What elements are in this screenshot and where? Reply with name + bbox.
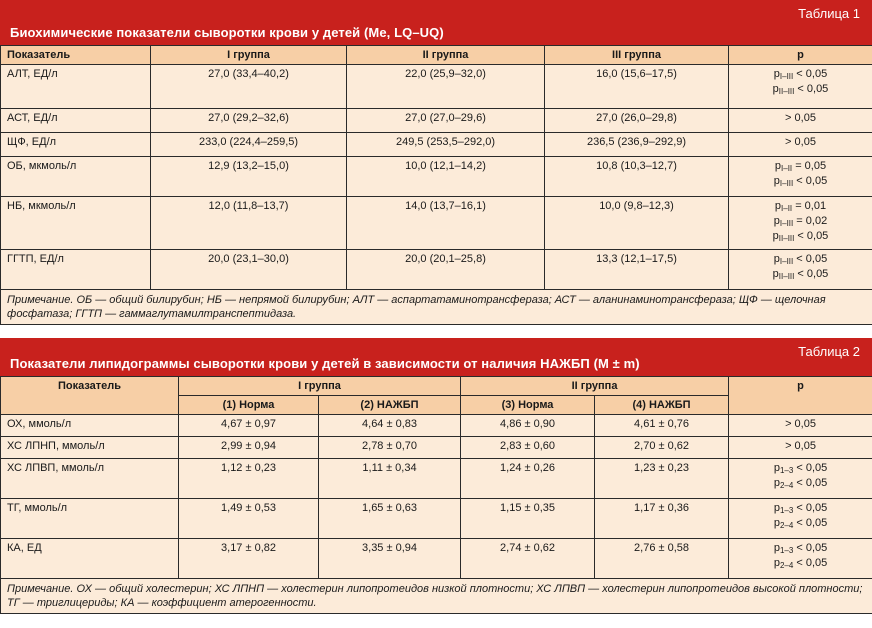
p-prefix: p xyxy=(772,268,779,280)
param-name: ЩФ, ЕД/л xyxy=(1,133,151,157)
p-prefix: p xyxy=(772,83,779,95)
table-row xyxy=(1,133,872,157)
p-subscript: I–III xyxy=(779,219,794,228)
p-prefix: p xyxy=(773,557,780,569)
value-cell: 2,78 ± 0,70 xyxy=(319,437,461,459)
p-prefix: p xyxy=(773,477,780,489)
table-1-label: Таблица 1 xyxy=(798,6,860,21)
value-cell: 1,65 ± 0,63 xyxy=(319,499,461,539)
p-value-line xyxy=(735,253,866,268)
table-1-title: Биохимические показатели сыворотки крови у детей (Ме, LQ–UQ) xyxy=(10,25,444,40)
header-param: Показатель xyxy=(1,46,151,65)
value-cell: 1,17 ± 0,36 xyxy=(595,499,729,539)
table-row xyxy=(1,437,872,459)
p-value-line xyxy=(735,83,866,98)
value-cell: 27,0 (33,4–40,2) xyxy=(151,65,347,109)
p-value-line xyxy=(735,462,866,477)
p-subscript: I–III xyxy=(779,72,794,81)
p-suffix: < 0,05 xyxy=(794,230,829,242)
p-prefix: > 0,05 xyxy=(785,418,816,430)
value-cell: 4,61 ± 0,76 xyxy=(595,415,729,437)
p-subscript: 2–4 xyxy=(779,481,794,490)
p-suffix: = 0,01 xyxy=(792,200,827,212)
table-2-note: Примечание. ОХ — общий холестерин; ХС ЛПНП — холестерин липопротеидов низкой плотности; ХС ЛПВП — холестерин липопротеидов высокой плотности; ТГ — триглицериды; КА — коэффициент атерогенности. xyxy=(1,579,872,614)
table-2-header-row xyxy=(1,377,872,396)
value-cell: 14,0 (13,7–16,1) xyxy=(347,197,545,250)
table-1-note: Примечание. ОБ — общий билирубин; НБ — непрямой билирубин; АЛТ — аспартатаминотрансфераза; АСТ — аланинаминотрансфераза; ЩФ — щелочная фосфатаза; ГГТП — гаммаглутамилтранспептидаза. xyxy=(1,290,872,325)
table-1-header-row xyxy=(1,46,872,65)
value-cell: 4,67 ± 0,97 xyxy=(179,415,319,437)
param-name: ХС ЛПНП, ммоль/л xyxy=(1,437,179,459)
p-value-cell xyxy=(729,65,872,109)
p-suffix: < 0,05 xyxy=(793,517,828,529)
p-subscript: 1–3 xyxy=(779,506,794,515)
p-prefix: p xyxy=(773,502,780,514)
p-value-line xyxy=(735,175,866,190)
p-subscript: 2–4 xyxy=(779,521,794,530)
p-value-line xyxy=(735,557,866,572)
table-row xyxy=(1,250,872,290)
p-value-line xyxy=(735,418,866,431)
value-cell: 1,49 ± 0,53 xyxy=(179,499,319,539)
p-prefix: p xyxy=(773,175,780,187)
value-cell: 10,8 (10,3–12,7) xyxy=(545,157,729,197)
p-subscript: 1–3 xyxy=(779,466,794,475)
p-value-cell xyxy=(729,499,872,539)
p-value-line xyxy=(735,502,866,517)
p-prefix: p xyxy=(774,160,782,172)
p-value-line xyxy=(735,542,866,557)
p-suffix: < 0,05 xyxy=(793,542,828,554)
value-cell: 236,5 (236,9–292,9) xyxy=(545,133,729,157)
table-row xyxy=(1,415,872,437)
header-p: p xyxy=(729,46,872,65)
p-prefix: p xyxy=(774,200,782,212)
value-cell: 12,0 (11,8–13,7) xyxy=(151,197,347,250)
p-prefix: p xyxy=(773,517,780,529)
table-2-label: Таблица 2 xyxy=(798,344,860,359)
value-cell: 1,12 ± 0,23 xyxy=(179,459,319,499)
table-2-note-row xyxy=(1,579,872,614)
header-p: p xyxy=(729,377,872,415)
value-cell: 27,0 (27,0–29,6) xyxy=(347,109,545,133)
value-cell: 233,0 (224,4–259,5) xyxy=(151,133,347,157)
value-cell: 10,0 (12,1–14,2) xyxy=(347,157,545,197)
p-suffix: < 0,05 xyxy=(794,83,829,95)
p-subscript: 1–3 xyxy=(779,546,794,555)
header-group-3: III группа xyxy=(545,46,729,65)
p-prefix: p xyxy=(772,230,779,242)
value-cell: 27,0 (29,2–32,6) xyxy=(151,109,347,133)
p-value-cell xyxy=(729,250,872,290)
p-prefix: > 0,05 xyxy=(785,440,816,452)
header-group-2: II группа xyxy=(347,46,545,65)
p-suffix: < 0,05 xyxy=(793,477,828,489)
value-cell: 3,35 ± 0,94 xyxy=(319,539,461,579)
p-value-line xyxy=(735,517,866,532)
p-value-line xyxy=(735,477,866,492)
p-prefix: p xyxy=(773,462,780,474)
value-cell: 12,9 (13,2–15,0) xyxy=(151,157,347,197)
p-value-cell xyxy=(729,539,872,579)
p-prefix: > 0,05 xyxy=(785,136,816,148)
table-1-banner xyxy=(0,0,872,45)
value-cell: 3,17 ± 0,82 xyxy=(179,539,319,579)
table-2-block xyxy=(0,338,872,614)
p-subscript: II–III xyxy=(778,234,795,243)
p-suffix: < 0,05 xyxy=(793,462,828,474)
table-1 xyxy=(0,45,872,325)
param-name: ГГТП, ЕД/л xyxy=(1,250,151,290)
table-row xyxy=(1,197,872,250)
p-subscript: I–III xyxy=(779,179,794,188)
p-value-cell xyxy=(729,459,872,499)
value-cell: 13,3 (12,1–17,5) xyxy=(545,250,729,290)
p-value-line xyxy=(735,68,866,83)
value-cell: 1,15 ± 0,35 xyxy=(461,499,595,539)
p-suffix: < 0,05 xyxy=(793,175,828,187)
value-cell: 2,83 ± 0,60 xyxy=(461,437,595,459)
subheader-2: (2) НАЖБП xyxy=(319,396,461,415)
p-subscript: I–II xyxy=(781,164,793,173)
subheader-4: (4) НАЖБП xyxy=(595,396,729,415)
p-suffix: < 0,05 xyxy=(793,253,828,265)
table-row xyxy=(1,539,872,579)
p-value-line xyxy=(735,215,866,230)
value-cell: 2,76 ± 0,58 xyxy=(595,539,729,579)
subheader-1: (1) Норма xyxy=(179,396,319,415)
p-prefix: p xyxy=(773,542,780,554)
param-name: ОБ, мкмоль/л xyxy=(1,157,151,197)
p-value-line xyxy=(735,200,866,215)
p-value-cell xyxy=(729,415,872,437)
header-group-1: I группа xyxy=(151,46,347,65)
value-cell: 2,70 ± 0,62 xyxy=(595,437,729,459)
table-2-title: Показатели липидограммы сыворотки крови у детей в зависимости от наличия НАЖБП (M ± m) xyxy=(10,356,640,371)
p-subscript: I–III xyxy=(779,257,794,266)
value-cell: 20,0 (20,1–25,8) xyxy=(347,250,545,290)
p-value-cell xyxy=(729,109,872,133)
p-value-cell xyxy=(729,133,872,157)
p-subscript: II–III xyxy=(778,87,795,96)
value-cell: 249,5 (253,5–292,0) xyxy=(347,133,545,157)
p-suffix: < 0,05 xyxy=(793,68,828,80)
p-subscript: II–III xyxy=(778,272,795,281)
table-row xyxy=(1,459,872,499)
table-row xyxy=(1,65,872,109)
value-cell: 1,11 ± 0,34 xyxy=(319,459,461,499)
p-value-cell xyxy=(729,437,872,459)
p-suffix: < 0,05 xyxy=(794,268,829,280)
p-value-cell xyxy=(729,157,872,197)
p-value-line xyxy=(735,112,866,125)
value-cell: 16,0 (15,6–17,5) xyxy=(545,65,729,109)
p-prefix: p xyxy=(773,215,780,227)
subheader-3: (3) Норма xyxy=(461,396,595,415)
value-cell: 2,99 ± 0,94 xyxy=(179,437,319,459)
value-cell: 4,86 ± 0,90 xyxy=(461,415,595,437)
param-name: НБ, мкмоль/л xyxy=(1,197,151,250)
table-2 xyxy=(0,376,872,614)
p-subscript: I–II xyxy=(781,204,793,213)
param-name: ОХ, ммоль/л xyxy=(1,415,179,437)
p-value-line xyxy=(735,440,866,453)
param-name: ХС ЛПВП, ммоль/л xyxy=(1,459,179,499)
table-row xyxy=(1,157,872,197)
p-value-line xyxy=(735,268,866,283)
header-group-2: II группа xyxy=(461,377,729,396)
value-cell: 2,74 ± 0,62 xyxy=(461,539,595,579)
p-prefix: > 0,05 xyxy=(785,112,816,124)
value-cell: 27,0 (26,0–29,8) xyxy=(545,109,729,133)
p-prefix: p xyxy=(773,253,780,265)
p-suffix: = 0,02 xyxy=(793,215,828,227)
p-value-line xyxy=(735,230,866,245)
p-value-cell xyxy=(729,197,872,250)
header-group-1: I группа xyxy=(179,377,461,396)
param-name: АСТ, ЕД/л xyxy=(1,109,151,133)
value-cell: 20,0 (23,1–30,0) xyxy=(151,250,347,290)
table-1-note-row xyxy=(1,290,872,325)
value-cell: 1,23 ± 0,23 xyxy=(595,459,729,499)
p-prefix: p xyxy=(773,68,780,80)
value-cell: 4,64 ± 0,83 xyxy=(319,415,461,437)
table-2-banner xyxy=(0,338,872,376)
value-cell: 1,24 ± 0,26 xyxy=(461,459,595,499)
value-cell: 10,0 (9,8–12,3) xyxy=(545,197,729,250)
p-suffix: < 0,05 xyxy=(793,557,828,569)
param-name: ТГ, ммоль/л xyxy=(1,499,179,539)
p-value-line xyxy=(735,160,866,175)
p-suffix: = 0,05 xyxy=(792,160,827,172)
value-cell: 22,0 (25,9–32,0) xyxy=(347,65,545,109)
param-name: АЛТ, ЕД/л xyxy=(1,65,151,109)
header-param: Показатель xyxy=(1,377,179,415)
p-suffix: < 0,05 xyxy=(793,502,828,514)
p-value-line xyxy=(735,136,866,149)
p-subscript: 2–4 xyxy=(779,561,794,570)
table-row xyxy=(1,109,872,133)
param-name: КА, ЕД xyxy=(1,539,179,579)
table-row xyxy=(1,499,872,539)
